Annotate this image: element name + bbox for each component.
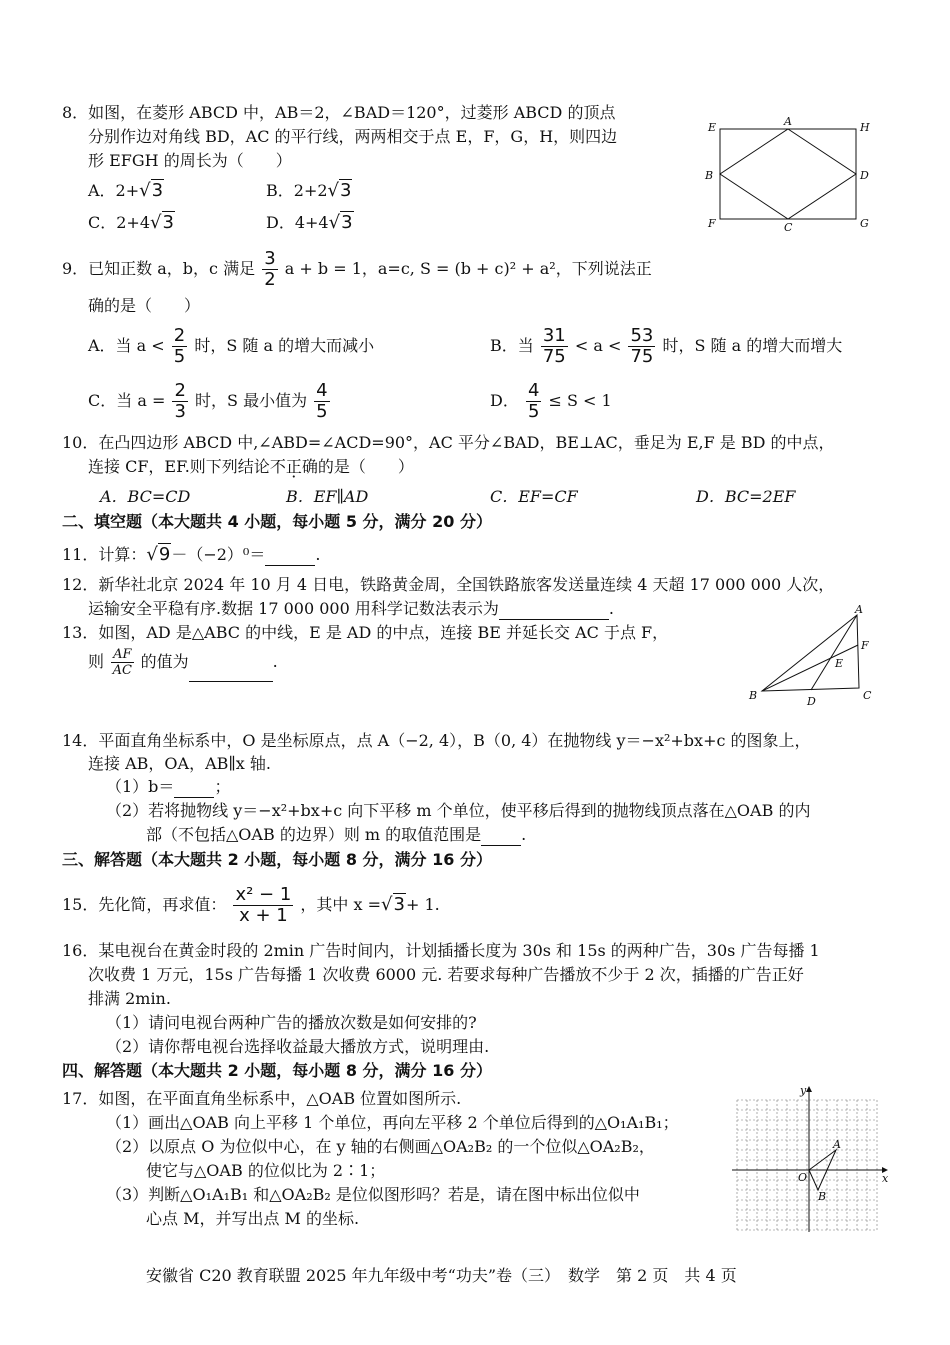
q8-line1: 8．如图，在菱形 ABCD 中，AB＝2，∠BAD＝120°，过菱形 ABCD 的顶点: [62, 103, 616, 122]
label-a: A: [833, 1138, 841, 1151]
q8-option-d: D．4+4√3: [266, 212, 353, 233]
q8-rhombus-figure: [700, 115, 880, 235]
grid-lines: [737, 1100, 877, 1230]
label-h: H: [860, 121, 870, 134]
q11-answer-blank: [265, 549, 315, 566]
q8-option-c: C．2+4√3: [88, 212, 174, 233]
q8-line2: 分别作边对角线 BD，AC 的平行线，两两相交于点 E，F，G，H，则四边: [88, 127, 618, 146]
q10-option-d: D．BC=2EF: [696, 487, 796, 506]
triangle-abc: [762, 615, 859, 691]
q12-line1: 12．新华社北京 2024 年 10 月 4 日电，铁路黄金周，全国铁路旅客发送量连续 4 天超 17 000 000 人次，: [62, 575, 835, 594]
q10-option-a: A．BC=CD: [100, 487, 191, 506]
line-bf: [762, 645, 858, 691]
q9-option-c: C．当 a = $\frac{2}{3}$ 时，S 最小值为 $\frac{4}{5}$: [88, 380, 328, 422]
section-3-heading: 三、解答题（本大题共 2 小题，每小题 8 分，满分 16 分）: [62, 850, 492, 869]
q10-option-c: C．EF=CF: [490, 487, 578, 506]
q17-line1: 17．如图，在平面直角坐标系中，△OAB 位置如图所示.: [62, 1089, 462, 1108]
label-d: D: [860, 169, 869, 182]
label-e: E: [708, 121, 717, 134]
q10-line2: 连接 CF，EF.则下列结论不正确的是（ ）: [88, 457, 414, 476]
q17-sub3b: 心点 M，并写出点 M 的坐标.: [146, 1209, 360, 1228]
label-b: B: [818, 1190, 827, 1203]
q10-line1: 10．在凸四边形 ABCD 中,∠ABD=∠ACD=90°，AC 平分∠BAD，BE⊥AC，垂足为 E,F 是 BD 的中点，: [62, 433, 835, 452]
q16-line2: 次收费 1 万元，15s 广告每播 1 次收费 6000 元. 若要求每种广告播放不少于 2 次，插播的广告正好: [88, 965, 804, 984]
section-4-heading: 四、解答题（本大题共 2 小题，每小题 8 分，满分 16 分）: [62, 1061, 492, 1080]
q8-line3: 形 EFGH 的周长为（ ）: [88, 151, 292, 170]
q16-line3: 排满 2min.: [88, 989, 171, 1008]
label-b: B: [749, 689, 758, 702]
q14-sub2-blank: [481, 829, 521, 846]
q8-option-b: B．2+2√3: [266, 180, 352, 201]
q12-line2: 运输安全平稳有序.数据 17 000 000 用科学记数法表示为 .: [88, 599, 614, 618]
q9-line2: 确的是（ ）: [88, 296, 201, 315]
q17-sub2a: （2）以原点 O 为位似中心，在 y 轴的右侧画△OA₂B₂ 的一个位似△OA₂B₂，: [106, 1137, 655, 1156]
label-b: B: [705, 169, 714, 182]
q16-sub1: （1）请问电视台两种广告的播放次数是如何安排的?: [106, 1013, 477, 1032]
label-a: A: [784, 115, 792, 128]
section-2-heading: 二、填空题（本大题共 4 小题，每小题 5 分，满分 20 分）: [62, 512, 492, 531]
q10-option-b: B．EF∥AD: [286, 487, 369, 506]
q17-sub3a: （3）判断△O₁A₁B₁ 和△OA₂B₂ 是位似图形吗？若是，请在图中标出位似中: [106, 1185, 640, 1204]
q9-option-d: D． $\frac{4}{5}$ ≤ S < 1: [490, 380, 612, 422]
rectangle-efgh: [720, 129, 856, 219]
label-c: C: [863, 689, 872, 702]
label-a: A: [855, 603, 863, 616]
label-g: G: [860, 217, 869, 230]
q8-option-a: A．2+√3: [88, 180, 164, 201]
page-footer: 安徽省 C20 教育联盟 2025 年九年级中考“功夫”卷（三） 数学 第 2 页 共 4 页: [146, 1266, 737, 1285]
q9-option-b: B．当 $\frac{31}{75}$ < a < $\frac{53}{75}$ 时，S 随 a 的增大而增大: [490, 325, 843, 367]
q14-sub1-blank: [174, 781, 214, 798]
q9-line1: 9．已知正数 a，b，c 满足 $\frac{3}{2}$ a + b = 1，a=c, S = (b + c)² + a²，下列说法正: [62, 248, 652, 290]
label-f: F: [708, 217, 716, 230]
q13-line1: 13．如图，AD 是△ABC 的中线，E 是 AD 的中点，连接 BE 并延长交 AC 于点 F，: [62, 623, 669, 642]
q16-sub2: （2）请你帮电视台选择收益最大播放方式，说明理由.: [106, 1037, 490, 1056]
q17-sub1: （1）画出△OAB 向上平移 1 个单位，再向左平移 2 个单位后得到的△O₁A₁B₁；: [106, 1113, 679, 1132]
q16-line1: 16．某电视台在黄金时段的 2min 广告时间内，计划插播长度为 30s 和 15s 的两种广告，30s 广告每播 1: [62, 941, 820, 960]
q17-sub2b: 使它与△OAB 的位似比为 2∶1；: [146, 1161, 386, 1180]
label-x: x: [882, 1172, 889, 1185]
q13-line2: 则 $\frac{AF}{AC}$ 的值为 .: [88, 642, 278, 682]
y-axis-arrow: [806, 1086, 812, 1092]
q14-sub1: （1）b＝ ；: [106, 777, 231, 796]
rhombus-abcd: [720, 129, 856, 219]
label-f: F: [861, 639, 869, 652]
q17-coordinate-grid: [730, 1086, 890, 1236]
q14-line1: 14．平面直角坐标系中，O 是坐标原点，点 A（−2, 4），B（0, 4）在抛物线 y＝−x²+bx+c 的图象上，: [62, 731, 811, 750]
q14-line2: 连接 AB，OA，AB∥x 轴.: [88, 754, 271, 773]
label-c: C: [784, 221, 793, 234]
label-d: D: [807, 695, 816, 708]
q9-option-a: A．当 a < $\frac{2}{5}$ 时，S 随 a 的增大而减小: [88, 325, 375, 367]
q11-line: 11．计算：√9－（−2）⁰＝ .: [62, 544, 321, 565]
label-e: E: [835, 657, 844, 670]
q15-line: 15．先化简，再求值： $\frac{\text{x² − 1}}{x + 1}$ ，其中 x =√3+ 1.: [62, 884, 440, 926]
label-o: O: [798, 1171, 808, 1184]
q14-sub2b: 部（不包括△OAB 的边界）则 m 的取值范围是 .: [146, 825, 527, 844]
q13-triangle-figure: [745, 605, 885, 710]
median-ad: [811, 615, 857, 690]
q14-sub2a: （2）若将抛物线 y＝−x²+bx+c 向下平移 m 个单位，使平移后得到的抛物线顶点落在△OAB 的内: [106, 801, 811, 820]
q13-answer-blank: [189, 665, 273, 682]
label-y: y: [800, 1084, 807, 1097]
q12-answer-blank: [499, 603, 609, 620]
